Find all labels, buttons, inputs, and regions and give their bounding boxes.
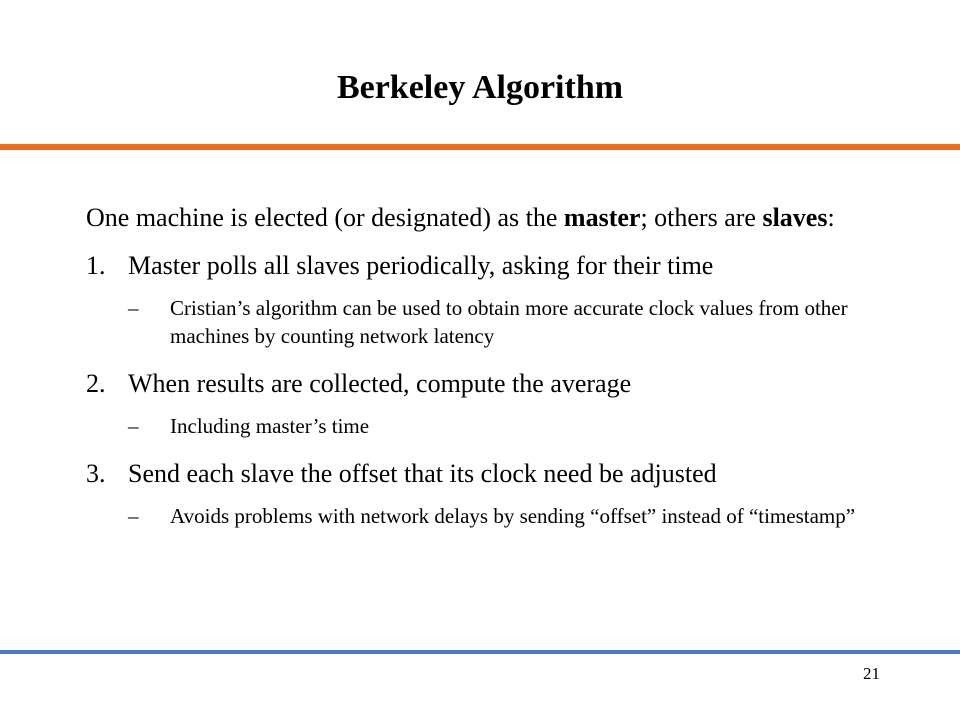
sub-list-item <box>128 412 886 440</box>
sub-dash: – <box>128 504 139 528</box>
page-number: 21 <box>863 664 880 683</box>
intro-suffix: : <box>827 203 835 232</box>
sub-list-item <box>128 294 886 350</box>
intro-paragraph <box>86 200 886 236</box>
intro-prefix: One machine is elected (or designated) as the <box>86 203 564 232</box>
sub-list-item <box>128 502 886 530</box>
sub-text: Avoids problems with network delays by sending “offset” instead of “timestamp” <box>170 504 856 528</box>
slaves-term: slaves <box>762 203 828 232</box>
list-number: 1. <box>86 251 106 280</box>
list-number: 2. <box>86 369 106 398</box>
list-text: Master polls all slaves periodically, asking for their time <box>128 251 714 280</box>
list-text: When results are collected, compute the average <box>128 369 632 398</box>
top-divider <box>0 144 960 150</box>
list-item <box>86 366 886 402</box>
sub-text: Including master’s time <box>170 414 370 438</box>
intro-middle: ; others are <box>640 203 763 232</box>
list-text: Send each slave the offset that its clock need be adjusted <box>128 459 717 488</box>
slide-content <box>86 200 886 546</box>
sub-text: Cristian’s algorithm can be used to obtain more accurate clock values from other machines by counting network latency <box>170 296 848 348</box>
list-item <box>86 456 886 492</box>
sub-dash: – <box>128 296 139 320</box>
list-item <box>86 248 886 284</box>
list-number: 3. <box>86 459 106 488</box>
slide-title: Berkeley Algorithm <box>336 69 624 106</box>
bottom-divider <box>0 650 960 654</box>
master-term: master <box>563 203 641 232</box>
sub-dash: – <box>128 414 139 438</box>
